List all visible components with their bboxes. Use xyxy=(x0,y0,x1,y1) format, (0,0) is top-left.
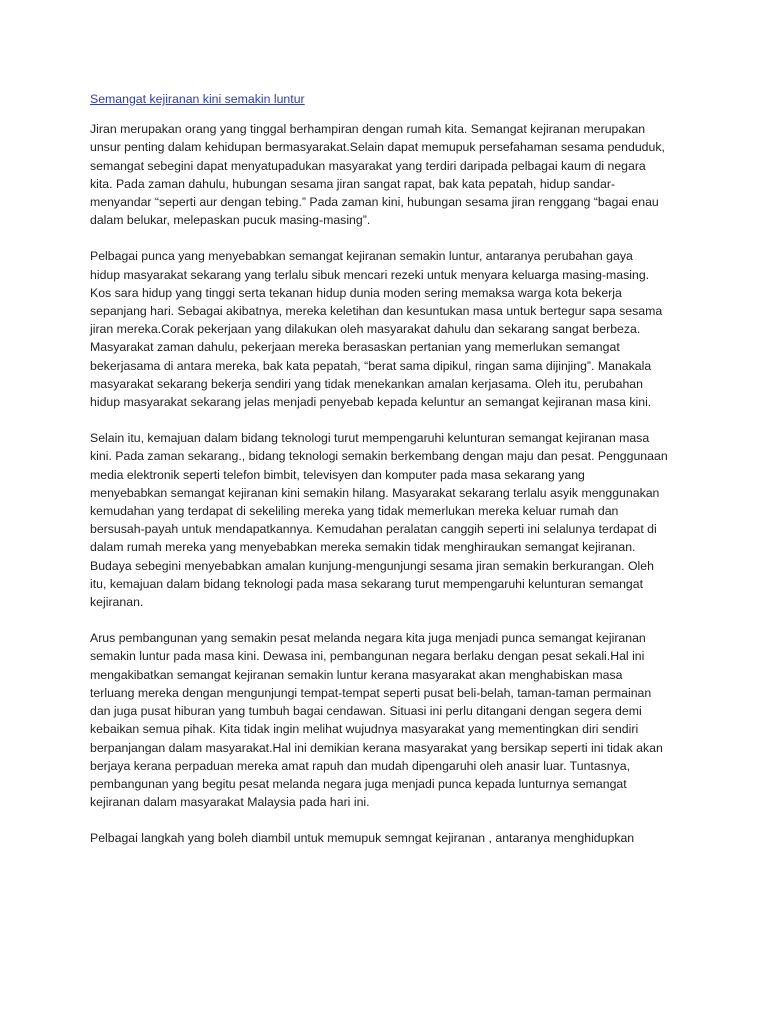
paragraph-line: Budaya sebegini menyebabkan amalan kunjung-mengunjungi sesama jiran semakin berkurangan. Oleh xyxy=(90,558,654,573)
paragraph xyxy=(90,829,682,847)
paragraph-line: kejiranan. xyxy=(90,595,144,610)
paragraph xyxy=(90,120,682,229)
paragraph-line: sepanjang hari. Sebagai akibatnya, mereka keletihan dan kesuntukan masa untuk bertegur sapa sesama xyxy=(90,304,663,319)
paragraph-line: Arus pembangunan yang semakin pesat melanda negara kita juga menjadi punca semangat kejiranan xyxy=(90,631,646,646)
paragraph-line: masyarakat sekarang bekerja sendiri yang tidak menekankan amalan kerjasama. Oleh itu, perubahan xyxy=(90,376,643,391)
document-title-link[interactable]: Semangat kejiranan kini semakin luntur xyxy=(90,92,305,106)
paragraph-line: berjaya kerana perpaduan mereka amat rapuh dan mudah dipengaruhi oleh anasir luar. Tuntasnya, xyxy=(90,758,631,773)
paragraph-line: Masyarakat zaman dahulu, pekerjaan mereka berasaskan pertanian yang memerlukan semangat xyxy=(90,340,620,355)
paragraph-line: menyandar “seperti aur dengan tebing.” Pada zaman kini, hubungan sesama jiran renggang “bagai enau xyxy=(90,195,659,210)
paragraph-line: Jiran merupakan orang yang tinggal berhampiran dengan rumah kita. Semangat kejiranan merupakan xyxy=(90,122,646,137)
paragraph-line: kejiranan dalam masyarakat Malaysia pada hari ini. xyxy=(90,795,370,810)
paragraph-line: jiran mereka.Corak pekerjaan yang dilakukan oleh masyarakat dahulu dan sekarang sangat berbeza. xyxy=(90,322,641,337)
paragraph-line: media elektronik seperti telefon bimbit, televisyen dan komputer pada masa sekarang yang xyxy=(90,467,585,482)
paragraph-line: Kos sara hidup yang tinggi serta tekanan hidup dunia moden sering memaksa warga kota bekerja xyxy=(90,285,622,300)
paragraph-line: mengakibatkan semangat kejiranan semakin luntur kerana masyarakat akan menghabiskan masa xyxy=(90,667,623,682)
paragraph-line: kita. Pada zaman dahulu, hubungan sesama jiran sangat rapat, bak kata pepatah, hidup sandar- xyxy=(90,176,616,191)
paragraph-line: menyebabkan semangat kejiranan kini semakin hilang. Masyarakat sekarang terlalu asyik menggunakan xyxy=(90,485,660,500)
paragraph xyxy=(90,429,682,611)
paragraph-line: berpanjangan dalam masyarakat.Hal ini demikian kerana masyarakat yang bersikap seperti ini tidak akan xyxy=(90,740,663,755)
paragraph-line: bekerjasama di antara mereka, bak kata pepatah, “berat sama dipikul, ringan sama dijinjing”. Manakala xyxy=(90,358,652,373)
paragraph-line: unsur penting dalam kehidupan bermasyarakat.Selain dapat memupuk persefahaman sesama penduduk, xyxy=(90,140,665,155)
paragraph-line: Pelbagai langkah yang boleh diambil untuk memupuk semngat kejiranan , antaranya menghidupkan xyxy=(90,831,635,846)
paragraph-line: dalam belukar, melepaskan pucuk masing-masing”. xyxy=(90,213,371,228)
paragraph-line: Pelbagai punca yang menyebabkan semangat kejiranan semakin luntur, antaranya perubahan gaya xyxy=(90,249,633,264)
paragraph-line: hidup masyarakat sekarang jelas menjadi penyebab kepada keluntur an semangat kejiranan masa kini. xyxy=(90,395,652,410)
paragraph-line: semangat sebegini dapat menyatupadukan masyarakat yang terdiri daripada pelbagai kaum di negara xyxy=(90,158,646,173)
document-body xyxy=(90,90,682,866)
paragraph-line: Selain itu, kemajuan dalam bidang teknologi turut mempengaruhi kelunturan semangat kejiranan masa xyxy=(90,431,650,446)
paragraph-line: bersusah-payah untuk mendapatkannya. Kemudahan peralatan canggih seperti ini selalunya terdapat di xyxy=(90,522,657,537)
paragraph-line: kini. Pada zaman sekarang., bidang teknologi semakin berkembang dengan maju dan pesat. Penggunaan xyxy=(90,449,668,464)
paragraph-line: semakin luntur pada masa kini. Dewasa ini, pembangunan negara berlaku dengan pesat sekali.Hal ini xyxy=(90,649,645,664)
paragraph-line: kebaikan semua pihak. Kita tidak ingin melihat wujudnya masyarakat yang mementingkan diri sendiri xyxy=(90,722,639,737)
paragraph-line: terluang mereka dengan mengunjungi tempat-tempat seperti pusat beli-belah, taman-taman permainan xyxy=(90,685,652,700)
paragraph xyxy=(90,629,682,811)
paragraph xyxy=(90,247,682,411)
paragraph-line: dan juga pusat hiburan yang tumbuh bagai cendawan. Situasi ini perlu ditangani dengan segera demi xyxy=(90,704,642,719)
paragraph-list xyxy=(90,120,682,847)
paragraph-line: kemudahan yang terdapat di sekeliling mereka yang tidak memerlukan mereka keluar rumah dan xyxy=(90,504,619,519)
paragraph-line: pembangunan yang begitu pesat melanda negara juga menjadi punca kepada lunturnya semangat xyxy=(90,776,627,791)
paragraph-line: hidup masyarakat sekarang yang terlalu sibuk mencari rezeki untuk menyara keluarga masing-masing. xyxy=(90,267,650,282)
paragraph-line: itu, kemajuan dalam bidang teknologi pada masa sekarang turut mempengaruhi kelunturan semangat xyxy=(90,576,644,591)
paragraph-line: dalam rumah mereka yang menyebabkan mereka semakin tidak menghiraukan semangat kejiranan. xyxy=(90,540,636,555)
